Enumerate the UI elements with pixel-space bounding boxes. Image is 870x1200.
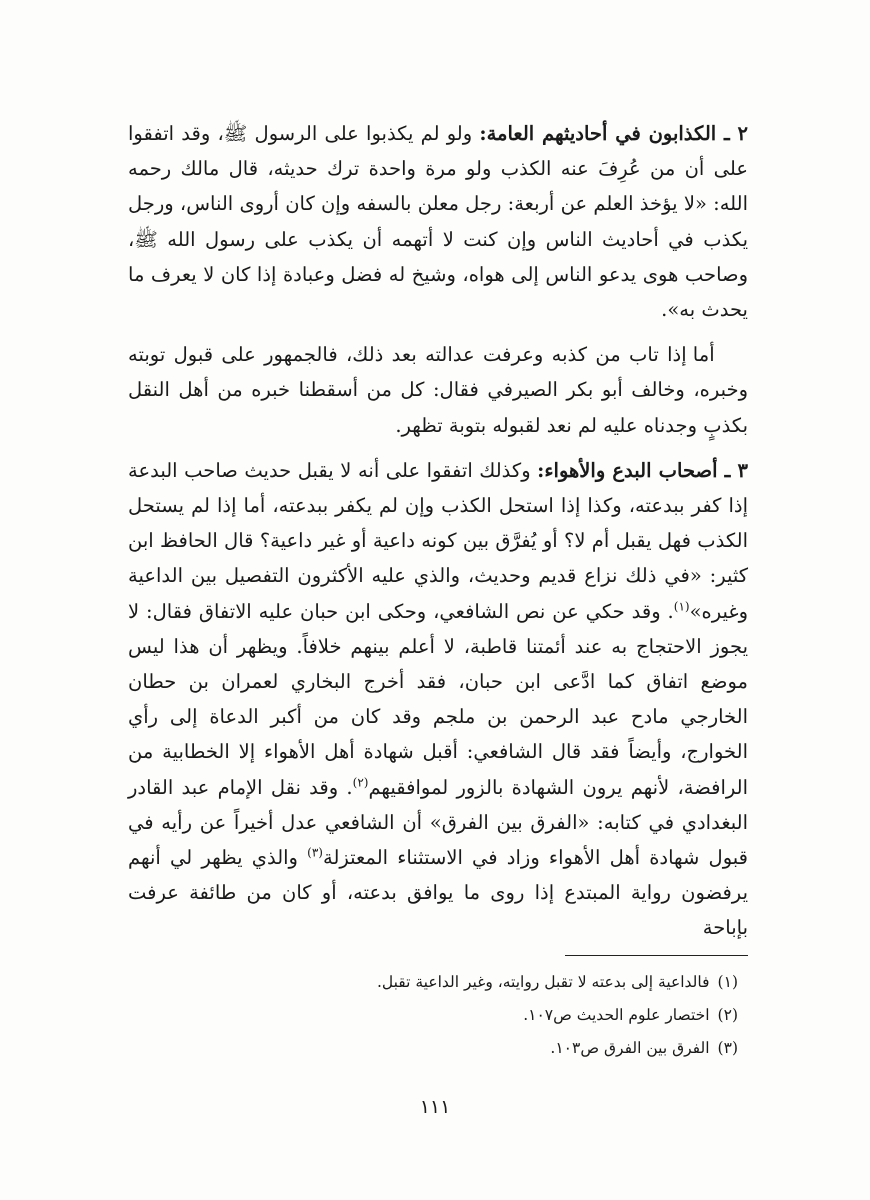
footnotes [200,966,738,1065]
paragraph-text: والذي يظهر لي أنهم يرفضون رواية المبتدع إذا روى ما يوافق بدعته، أو كان من طائفة عرفت بإباحة [128,846,748,940]
footnote-text: فالداعية إلى بدعته لا تقبل روايته، وغير الداعية تقبل. [376,973,710,991]
paragraph-innovators [128,453,748,946]
section-heading-innovators: ٣ ـ أصحاب البدع والأهواء: [537,458,748,482]
paragraph-liars [128,116,748,327]
footnote-1 [200,966,738,999]
paragraph-text: أما إذا تاب من كذبه وعرفت عدالته بعد ذلك، فالجمهور على قبول توبته وخبره، وخالف أبو بكر الصيرفي فقال: كل من أسقطنا خبره من أهل النقل بكذبٍ وجدناه عليه لم نعد لقبوله بتوبة تظهر. [128,343,748,437]
paragraph-text: . وقد حكي عن نص الشافعي، وحكى ابن حبان عليه الاتفاق فقال: لا يجوز الاحتجاج به عند أئمتنا قاطبة، لا أعلم بينهم خلافاً. ويظهر أن هذا ليس موضع اتفاق كما ادَّعى ابن حبان، فقد أخرج البخاري لعمران بن حطان الخارجي مادح عبد الرحمن بن ملجم وقد كان من أكبر الدعاة إلى رأي الخوارج، وأيضاً فقد قال الشافعي: أقبل شهادة أهل الأهواء إلا الخطابية من الرافضة، لأنهم يرون الشهادة بالزور لموافقيهم [128,599,748,799]
footnote-text: اختصار علوم الحديث ص١٠٧. [523,1006,710,1024]
footnote-text: الفرق بين الفرق ص١٠٣. [550,1039,710,1057]
footnote-ref-2[interactable]: (٢) [352,775,369,790]
footnote-number: (١) [717,973,738,991]
footnote-3 [200,1032,738,1065]
section-heading-liars: ٢ ـ الكذابون في أحاديثهم العامة: [479,122,748,145]
footnote-number: (٢) [717,1006,738,1024]
footnote-number: (٣) [717,1039,738,1057]
footnote-2 [200,999,738,1032]
paragraph-text: ولو لم يكذبوا على الرسول ﷺ، وقد اتفقوا على أن من عُرِفَ عنه الكذب ولو مرة واحدة ترك حديثه، قال مالك رحمه الله: «لا يؤخذ العلم عن أربعة: رجل معلن بالسفه وإن كان أروى الناس، ورجل يكذب في أحاديث الناس وإن كنت لا أتهمه أن يكذب على رسول الله ﷺ، وصاحب هوى يدعو الناس إلى هواه، وشيخ له فضل وعبادة إذا كان لا يعرف ما يحدث به». [128,122,748,322]
footnote-ref-3[interactable]: (٣) [307,845,323,860]
footnote-divider [565,955,748,956]
paragraph-text: وكذلك اتفقوا على أنه لا يقبل حديث صاحب البدعة إذا كفر ببدعته، وكذا إذا استحل الكذب وإن لم يكفر ببدعته، أما إذا لم يستحل الكذب فهل يقبل أم لا؟ أو يُفرَّق بين كونه داعية أو غير داعية؟ قال الحافظ ابن كثير: «في ذلك نزاع قديم وحديث، والذي عليه الأكثرون التفصيل بين الداعية وغيره» [128,458,748,623]
paragraph-text: . وقد نقل الإمام عبد القادر البغدادي في كتابه: «الفرق بين الفرق» أن الشافعي عدل أخيراً عن رأيه في قبول شهادة أهل الأهواء وزاد في الاستثناء المعتزلة [128,775,749,870]
main-text [128,116,748,946]
footnote-ref-1[interactable]: (١) [673,599,690,614]
page-number: ١١١ [419,1096,451,1118]
paragraph-repentance [128,337,748,443]
